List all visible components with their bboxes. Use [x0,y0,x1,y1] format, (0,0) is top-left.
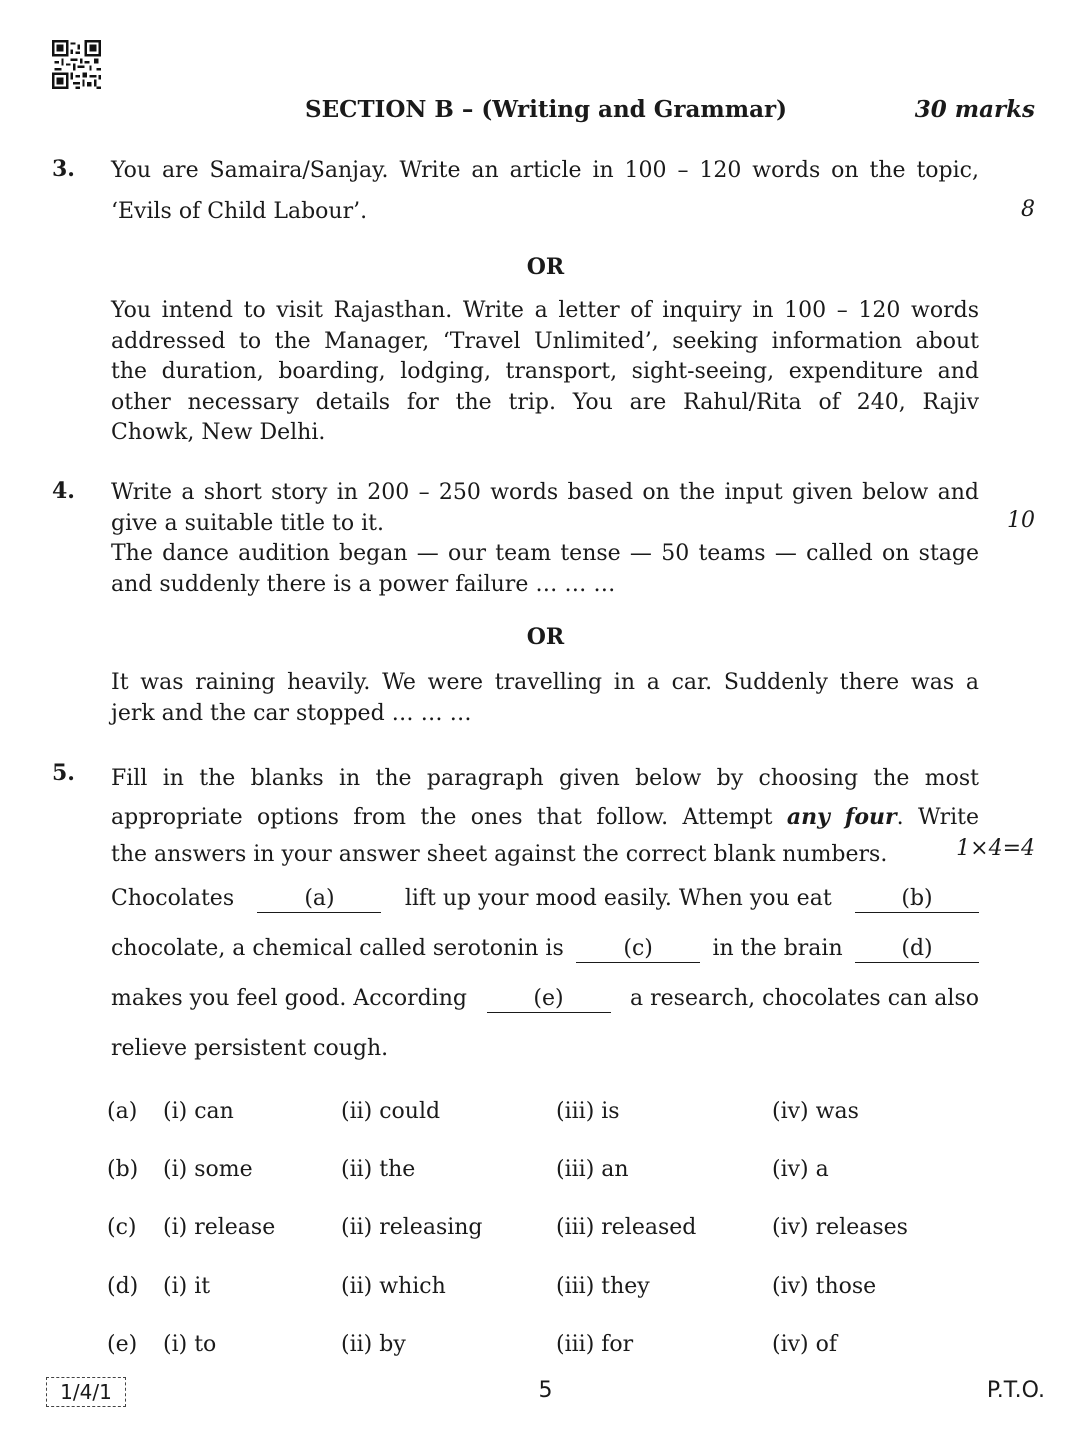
question-4-alternative [111,668,979,729]
or-separator: OR [526,254,565,280]
passage-text: Chocolates [111,886,235,911]
section-title: SECTION B – (Writing and Grammar) [305,96,788,123]
q5-prompt-line: Fill in the blanks in the paragraph given below by choosing the most [111,766,979,791]
q3-prompt-line: You are Samaira/Sanjay. Write an article in 100 – 120 words on the topic, [111,158,979,183]
q5-emphasis: any four [786,804,897,830]
option-choice: (i) to [163,1332,217,1357]
question-3-alternative [111,296,979,449]
option-choice: (i) it [163,1274,211,1299]
q3-alt-line: the duration, boarding, lodging, transport, sight-seeing, expenditure and [111,359,979,384]
option-choice: (iii) released [556,1215,697,1240]
options-row-e [0,1332,1091,1362]
question-3-marks: 8 [1021,197,1035,222]
question-number-3: 3. [52,156,75,182]
section-marks: 30 marks [914,96,1035,123]
question-5-prompt [111,760,979,874]
option-letter: (b) [107,1157,139,1182]
blank-a: (a) [257,886,381,913]
passage-text: relieve persistent cough. [111,1036,389,1061]
passage-text: makes you feel good. According [111,986,467,1011]
question-number-5: 5. [52,760,75,786]
option-choice: (i) release [163,1215,276,1240]
passage-line [111,986,979,1016]
option-choice: (ii) releasing [341,1215,483,1240]
option-choice: (iv) was [772,1099,859,1124]
q3-alt-line: You intend to visit Rajasthan. Write a letter of inquiry in 100 – 120 words [111,298,979,323]
q5-prompt-text: . Write [896,805,979,830]
blank-b: (b) [855,886,979,913]
qr-code-icon [52,40,101,89]
q4-alt-line: It was raining heavily. We were travelling in a car. Suddenly there was a [111,670,979,695]
option-choice: (ii) which [341,1274,446,1299]
q5-prompt-text: appropriate options from the ones that follow. Attempt [111,805,787,830]
q4-prompt-line: and suddenly there is a power failure … … … [111,571,616,597]
option-choice: (iii) is [556,1099,620,1124]
q5-prompt-line: the answers in your answer sheet against the correct blank numbers. [111,842,888,867]
passage-text: chocolate, a chemical called serotonin is [111,936,564,961]
q3-alt-line: Chowk, New Delhi. [111,420,326,445]
option-choice: (iii) for [556,1332,634,1357]
options-row-a [0,1099,1091,1129]
blank-c: (c) [576,936,700,963]
q3-prompt-line: ‘Evils of Child Labour’. [111,199,368,224]
question-4-prompt [111,478,979,600]
q3-alt-line: addressed to the Manager, ‘Travel Unlimited’, seeking information about [111,328,979,354]
question-3-prompt-cont [111,197,979,228]
q4-prompt-line: give a suitable title to it. [111,510,384,536]
option-choice: (ii) could [341,1099,441,1124]
q4-alt-line: jerk and the car stopped … … … [111,700,472,726]
option-choice: (iv) those [772,1274,877,1299]
option-letter: (a) [107,1099,138,1124]
passage-text: a research, chocolates can also [630,986,979,1011]
option-choice: (iii) an [556,1157,629,1182]
question-4-marks: 10 [1007,508,1035,533]
options-row-c [0,1215,1091,1245]
q5-prompt-line [111,798,979,836]
options-row-d [0,1274,1091,1304]
option-choice: (iv) a [772,1157,829,1182]
blank-e: (e) [487,986,611,1013]
option-choice: (iii) they [556,1274,650,1299]
passage-line [111,886,979,916]
option-choice: (i) some [163,1157,253,1182]
option-choice: (ii) the [341,1157,416,1182]
blank-d: (d) [855,936,979,963]
q4-prompt-line: The dance audition began — our team tense — 50 teams — called on stage [111,541,979,566]
question-5-marks: 1×4=4 [956,836,1035,861]
q4-prompt-line: Write a short story in 200 – 250 words based on the input given below and [111,480,979,505]
option-choice: (i) can [163,1099,234,1124]
q3-alt-line: other necessary details for the trip. You are Rahul/Rita of 240, Rajiv [111,389,979,415]
option-choice: (ii) by [341,1332,406,1357]
question-3-prompt [111,156,979,187]
passage-line [111,936,979,966]
passage-text: lift up your mood easily. When you eat [404,886,832,911]
option-letter: (e) [107,1332,138,1357]
or-separator: OR [526,624,565,650]
option-letter: (d) [107,1274,139,1299]
question-number-4: 4. [52,478,75,504]
options-row-b [0,1157,1091,1187]
option-choice: (iv) releases [772,1215,908,1240]
please-turn-over: P.T.O. [986,1378,1045,1403]
passage-text: in the brain [712,936,843,961]
paper-code: 1/4/1 [46,1377,126,1407]
option-letter: (c) [107,1215,137,1240]
option-choice: (iv) of [772,1332,838,1357]
page-number: 5 [538,1378,553,1403]
